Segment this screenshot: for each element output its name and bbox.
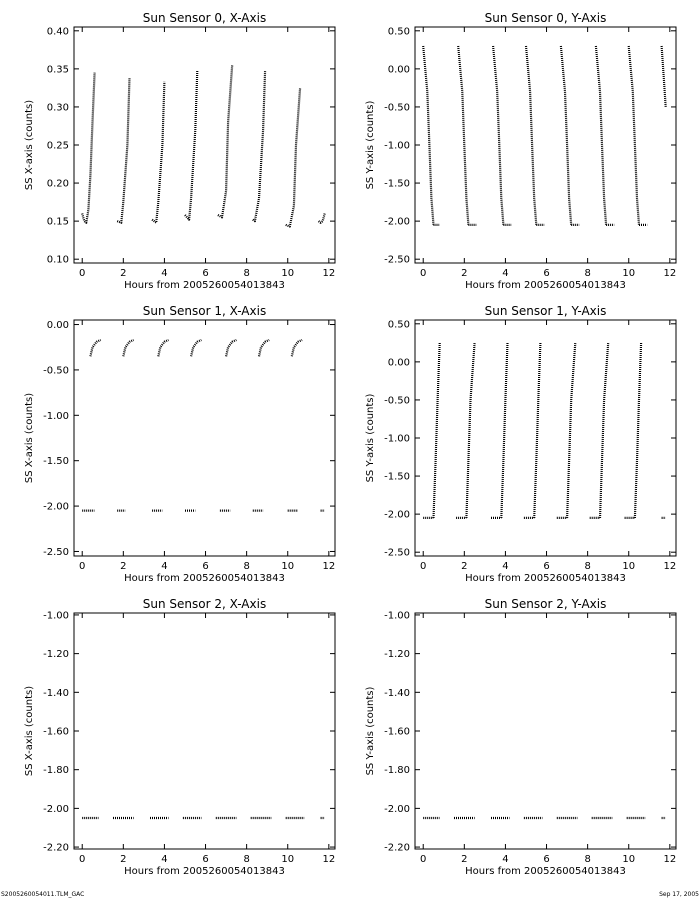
plot-frame <box>415 320 676 556</box>
y-tick-label: -2.00 <box>384 216 410 228</box>
y-tick-label: -0.50 <box>43 365 69 377</box>
x-tick-label: 0 <box>79 854 86 865</box>
x-tick-label: 8 <box>584 561 591 572</box>
x-tick-label: 10 <box>281 854 295 865</box>
x-tick-label: 6 <box>202 561 209 572</box>
y-tick-label: 0.15 <box>46 216 69 228</box>
plot-frame <box>415 613 676 849</box>
data-trace <box>218 65 232 217</box>
y-tick-label: 0.10 <box>46 254 69 266</box>
plot-frame <box>74 613 335 849</box>
data-trace <box>117 78 129 223</box>
chart-title: Sun Sensor 1, X-Axis <box>142 304 267 318</box>
plot-frame <box>74 320 335 556</box>
y-tick-label: -1.50 <box>43 456 69 468</box>
data-trace <box>561 46 571 225</box>
x-tick-label: 8 <box>243 854 250 865</box>
data-trace <box>226 340 236 356</box>
y-axis-label: SS X-axis (counts) <box>24 392 35 484</box>
data-trace <box>253 70 265 221</box>
y-tick-label: -1.00 <box>43 410 69 422</box>
chart-panel-2 <box>24 304 335 584</box>
y-tick-label: 0.40 <box>46 26 69 38</box>
x-tick-label: 2 <box>461 268 468 279</box>
y-axis-label: SS X-axis (counts) <box>24 685 35 777</box>
x-tick-label: 10 <box>281 561 295 572</box>
y-tick-label: -2.20 <box>384 842 410 854</box>
y-tick-label: -1.00 <box>43 610 69 622</box>
y-tick-label: 0.35 <box>46 64 69 76</box>
chart-panel-5 <box>365 597 676 877</box>
data-trace <box>466 343 474 518</box>
y-tick-label: -2.50 <box>43 546 69 558</box>
x-tick-label: 6 <box>202 268 209 279</box>
y-tick-label: -1.80 <box>43 765 69 777</box>
data-trace <box>319 214 325 223</box>
data-trace <box>423 46 433 225</box>
x-axis-label: Hours from 2005260054013843 <box>124 866 285 877</box>
x-tick-label: 4 <box>502 268 509 279</box>
x-tick-label: 10 <box>622 561 636 572</box>
y-tick-label: -2.00 <box>43 803 69 815</box>
y-tick-label: -0.50 <box>384 395 410 407</box>
y-axis-label: SS Y-axis (counts) <box>365 100 376 190</box>
y-tick-label: -2.50 <box>384 547 410 559</box>
y-tick-label: -1.00 <box>384 140 410 152</box>
x-tick-label: 8 <box>243 268 250 279</box>
x-tick-label: 12 <box>663 561 677 572</box>
y-axis-label: SS X-axis (counts) <box>24 99 35 191</box>
y-tick-label: -0.50 <box>384 102 410 114</box>
y-tick-label: 0.25 <box>46 140 69 152</box>
y-tick-label: -1.40 <box>384 687 410 699</box>
chart-panel-3 <box>365 304 676 584</box>
y-tick-label: -2.00 <box>384 803 410 815</box>
footer-date: Sep 17, 2005 <box>659 891 699 898</box>
data-trace <box>567 343 575 518</box>
y-tick-label: -2.00 <box>43 501 69 513</box>
y-tick-label: -1.50 <box>384 471 410 483</box>
data-trace <box>635 343 641 518</box>
y-tick-label: 0.50 <box>387 319 410 331</box>
y-tick-label: -1.20 <box>384 649 410 661</box>
x-tick-label: 0 <box>79 268 86 279</box>
x-axis-label: Hours from 2005260054013843 <box>124 280 285 291</box>
y-tick-label: -1.60 <box>384 726 410 738</box>
chart-panel-0 <box>24 11 335 291</box>
x-tick-label: 6 <box>202 854 209 865</box>
x-tick-label: 8 <box>243 561 250 572</box>
chart-title: Sun Sensor 2, Y-Axis <box>484 597 607 611</box>
y-tick-label: -1.00 <box>384 610 410 622</box>
data-trace <box>185 70 197 219</box>
x-tick-label: 10 <box>281 268 295 279</box>
x-tick-label: 8 <box>584 268 591 279</box>
chart-title: Sun Sensor 2, X-Axis <box>142 597 267 611</box>
x-tick-label: 10 <box>622 854 636 865</box>
data-trace <box>191 340 201 356</box>
y-tick-label: 0.50 <box>387 26 410 38</box>
plot-frame <box>415 27 676 263</box>
y-tick-label: 0.00 <box>46 320 69 332</box>
x-tick-label: 6 <box>543 854 550 865</box>
footer-filename: S2005260054011.TLM_GAC <box>1 891 85 898</box>
data-trace <box>152 82 164 223</box>
data-trace <box>596 46 606 225</box>
y-tick-label: -1.40 <box>43 687 69 699</box>
x-tick-label: 4 <box>161 854 168 865</box>
data-trace <box>493 46 503 225</box>
x-axis-label: Hours from 2005260054013843 <box>124 573 285 584</box>
y-tick-label: -1.00 <box>384 433 410 445</box>
data-trace <box>158 340 168 356</box>
data-trace <box>123 340 133 356</box>
chart-panel-4 <box>24 597 335 877</box>
x-tick-label: 12 <box>663 854 677 865</box>
x-tick-label: 12 <box>663 268 677 279</box>
data-trace <box>286 88 300 227</box>
x-tick-label: 4 <box>502 561 509 572</box>
x-tick-label: 0 <box>420 561 427 572</box>
x-axis-label: Hours from 2005260054013843 <box>465 866 626 877</box>
y-tick-label: -1.60 <box>43 726 69 738</box>
chart-title: Sun Sensor 0, Y-Axis <box>484 11 607 25</box>
data-trace <box>629 46 639 225</box>
x-axis-label: Hours from 2005260054013843 <box>465 573 626 584</box>
x-tick-label: 0 <box>420 854 427 865</box>
x-tick-label: 2 <box>120 268 127 279</box>
x-tick-label: 6 <box>543 268 550 279</box>
x-tick-label: 12 <box>322 561 336 572</box>
x-tick-label: 2 <box>461 854 468 865</box>
x-tick-label: 2 <box>120 854 127 865</box>
y-tick-label: -1.80 <box>384 765 410 777</box>
data-trace <box>662 46 666 107</box>
y-tick-label: -2.20 <box>43 842 69 854</box>
chart-title: Sun Sensor 0, X-Axis <box>142 11 267 25</box>
data-trace <box>292 340 302 356</box>
x-tick-label: 4 <box>502 854 509 865</box>
y-tick-label: 0.30 <box>46 102 69 114</box>
y-axis-label: SS Y-axis (counts) <box>365 686 376 776</box>
x-tick-label: 4 <box>161 561 168 572</box>
data-trace <box>526 46 536 225</box>
y-tick-label: -1.20 <box>43 649 69 661</box>
data-trace <box>501 343 507 518</box>
chart-panel-1 <box>365 11 676 291</box>
data-trace <box>90 340 100 356</box>
y-tick-label: 0.00 <box>387 64 410 76</box>
x-tick-label: 12 <box>322 268 336 279</box>
x-tick-label: 4 <box>161 268 168 279</box>
x-tick-label: 6 <box>543 561 550 572</box>
y-tick-label: -1.50 <box>384 178 410 190</box>
data-trace <box>434 343 440 518</box>
data-trace <box>534 343 540 518</box>
x-tick-label: 2 <box>120 561 127 572</box>
x-tick-label: 10 <box>622 268 636 279</box>
data-trace <box>458 46 468 225</box>
y-tick-label: 0.20 <box>46 178 69 190</box>
chart-title: Sun Sensor 1, Y-Axis <box>484 304 607 318</box>
data-trace <box>82 73 94 223</box>
x-tick-label: 8 <box>584 854 591 865</box>
x-tick-label: 0 <box>79 561 86 572</box>
x-tick-label: 0 <box>420 268 427 279</box>
x-tick-label: 2 <box>461 561 468 572</box>
data-trace <box>600 343 608 518</box>
data-trace <box>259 340 269 356</box>
y-tick-label: -2.50 <box>384 254 410 266</box>
y-tick-label: -2.00 <box>384 509 410 521</box>
y-axis-label: SS Y-axis (counts) <box>365 393 376 483</box>
x-tick-label: 12 <box>322 854 336 865</box>
y-tick-label: 0.00 <box>387 357 410 369</box>
x-axis-label: Hours from 2005260054013843 <box>465 280 626 291</box>
